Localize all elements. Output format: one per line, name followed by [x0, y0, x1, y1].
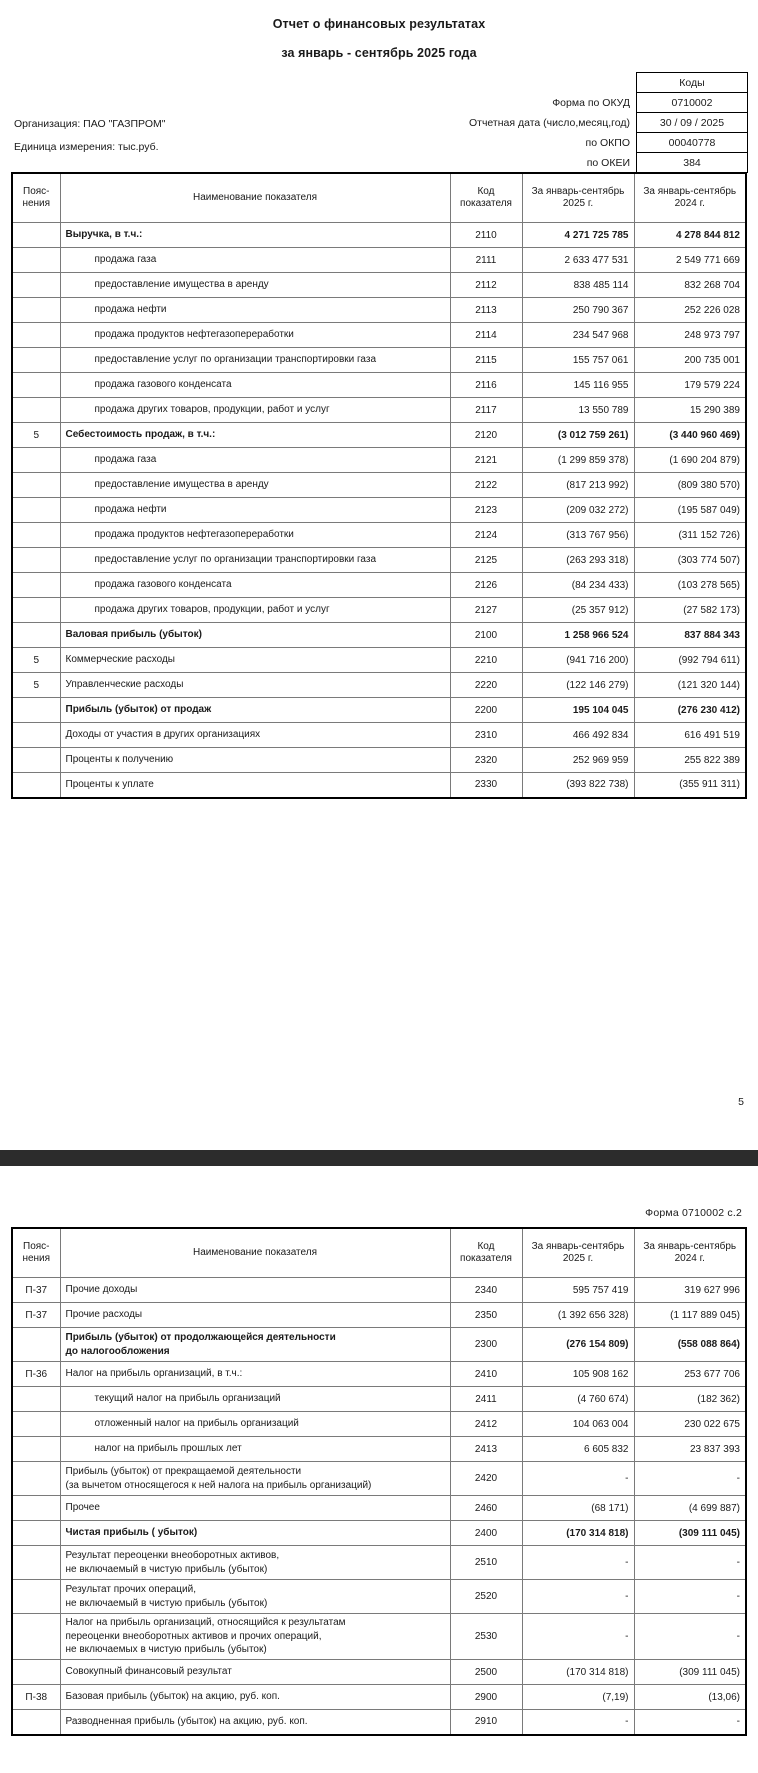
cell-indicator-code: 2124 [450, 523, 522, 548]
cell-explanation [12, 1580, 60, 1614]
table-row [12, 1580, 746, 1614]
cell-value-previous: (992 794 611) [634, 648, 746, 673]
cell-indicator-code: 2413 [450, 1437, 522, 1462]
cell-value-current: (68 171) [522, 1496, 634, 1521]
table-row [12, 1685, 746, 1710]
cell-value-current: 4 271 725 785 [522, 223, 634, 248]
table-row [12, 223, 746, 248]
cell-value-previous: 255 822 389 [634, 748, 746, 773]
cell-indicator-code: 2910 [450, 1710, 522, 1735]
cell-indicator-code: 2400 [450, 1521, 522, 1546]
cell-explanation [12, 523, 60, 548]
cell-value-previous: (121 320 144) [634, 673, 746, 698]
col-header-current-line2: 2025 г. [562, 198, 594, 209]
cell-indicator-name: продажа продуктов нефтегазопереработки [60, 523, 450, 548]
table-row [12, 673, 746, 698]
cell-value-current: (276 154 809) [522, 1328, 634, 1362]
cell-indicator-name: Налог на прибыль организаций, в т.ч.: [60, 1362, 450, 1387]
col-header-previous-period [634, 173, 746, 223]
table-row [12, 1614, 746, 1660]
cell-indicator-code: 2300 [450, 1328, 522, 1362]
cell-indicator-name: Доходы от участия в других организациях [60, 723, 450, 748]
cell-value-current: (313 767 956) [522, 523, 634, 548]
cell-indicator-name: Прибыль (убыток) от продолжающейся деятельности до налогообложения [60, 1328, 450, 1362]
table-row [12, 623, 746, 648]
col-header-current-period [522, 173, 634, 223]
cell-value-current: (7,19) [522, 1685, 634, 1710]
cell-explanation [12, 1437, 60, 1462]
cell-value-current: 234 547 968 [522, 323, 634, 348]
cell-value-current: 13 550 789 [522, 398, 634, 423]
codes-header-spacer [469, 73, 637, 93]
cell-value-previous: (13,06) [634, 1685, 746, 1710]
cell-indicator-code: 2420 [450, 1462, 522, 1496]
cell-indicator-code: 2110 [450, 223, 522, 248]
table-row [12, 448, 746, 473]
cell-value-previous: (27 582 173) [634, 598, 746, 623]
cell-explanation [12, 548, 60, 573]
cell-explanation [12, 248, 60, 273]
cell-value-previous: (1 117 889 045) [634, 1303, 746, 1328]
cell-indicator-code: 2320 [450, 748, 522, 773]
cell-explanation [12, 1546, 60, 1580]
cell-value-previous: (303 774 507) [634, 548, 746, 573]
cell-indicator-code: 2100 [450, 623, 522, 648]
cell-explanation [12, 1496, 60, 1521]
page-separator-band [0, 1150, 758, 1166]
table-row [12, 1412, 746, 1437]
table-row [12, 1303, 746, 1328]
codes-value-okud: 0710002 [637, 93, 748, 113]
cell-value-current: (209 032 272) [522, 498, 634, 523]
cell-explanation [12, 1710, 60, 1735]
codes-value-okei: 384 [637, 153, 748, 173]
cell-value-previous: 252 226 028 [634, 298, 746, 323]
table-row [12, 548, 746, 573]
cell-explanation [12, 1328, 60, 1362]
codes-header-row [469, 73, 748, 93]
cell-explanation [12, 498, 60, 523]
table-body-page2 [12, 1278, 746, 1735]
cell-value-current: - [522, 1546, 634, 1580]
table-row [12, 573, 746, 598]
table-row [12, 248, 746, 273]
cell-explanation [12, 223, 60, 248]
cell-indicator-name: Результат прочих операций, не включаемый в чистую прибыль (убыток) [60, 1580, 450, 1614]
cell-indicator-name: текущий налог на прибыль организаций [60, 1387, 450, 1412]
cell-indicator-name: Налог на прибыль организаций, относящийся к результатам переоценки внеоборотных активов и прочих операций, не включаемых в чистую прибыль (убыток) [60, 1614, 450, 1660]
cell-indicator-name: Проценты к получению [60, 748, 450, 773]
cell-explanation [12, 723, 60, 748]
codes-row-date [469, 113, 748, 133]
cell-explanation: 5 [12, 423, 60, 448]
codes-value-date: 30 / 09 / 2025 [637, 113, 748, 133]
cell-indicator-code: 2410 [450, 1362, 522, 1387]
codes-row-okpo [469, 133, 748, 153]
cell-value-current: 155 757 061 [522, 348, 634, 373]
cell-value-current: 104 063 004 [522, 1412, 634, 1437]
cell-value-current: - [522, 1462, 634, 1496]
cell-value-current: (25 357 912) [522, 598, 634, 623]
cell-value-previous: (195 587 049) [634, 498, 746, 523]
cell-explanation: 5 [12, 673, 60, 698]
cell-indicator-name: продажа нефти [60, 298, 450, 323]
cell-indicator-name: отложенный налог на прибыль организаций [60, 1412, 450, 1437]
col-header-explanations [12, 173, 60, 223]
table-row [12, 1278, 746, 1303]
table-row [12, 473, 746, 498]
report-page-2 [0, 1166, 758, 1736]
table-row [12, 1496, 746, 1521]
cell-indicator-code: 2510 [450, 1546, 522, 1580]
table-row [12, 598, 746, 623]
cell-indicator-code: 2111 [450, 248, 522, 273]
cell-indicator-code: 2121 [450, 448, 522, 473]
table-row [12, 523, 746, 548]
cell-value-current: (393 822 738) [522, 773, 634, 798]
cell-indicator-name: Совокупный финансовый результат [60, 1660, 450, 1685]
cell-indicator-name: продажа газа [60, 448, 450, 473]
cell-value-previous: - [634, 1462, 746, 1496]
cell-indicator-code: 2115 [450, 348, 522, 373]
cell-value-previous: 837 884 343 [634, 623, 746, 648]
cell-explanation [12, 598, 60, 623]
cell-indicator-name: Себестоимость продаж, в т.ч.: [60, 423, 450, 448]
cell-indicator-code: 2530 [450, 1614, 522, 1660]
cell-explanation [12, 773, 60, 798]
cell-indicator-name: продажа нефти [60, 498, 450, 523]
cell-value-previous: 4 278 844 812 [634, 223, 746, 248]
cell-explanation [12, 623, 60, 648]
cell-value-previous: 319 627 996 [634, 1278, 746, 1303]
cell-indicator-name: Прибыль (убыток) от прекращаемой деятельности (за вычетом относящегося к ней налога на прибыль организаций) [60, 1462, 450, 1496]
col-header-explanations-line2: нения [22, 198, 51, 209]
col-header-current-period [522, 1228, 634, 1278]
cell-explanation [12, 573, 60, 598]
table-row [12, 498, 746, 523]
table-row [12, 273, 746, 298]
cell-value-previous: (309 111 045) [634, 1521, 746, 1546]
cell-value-previous: (311 152 726) [634, 523, 746, 548]
cell-explanation [12, 698, 60, 723]
cell-indicator-code: 2200 [450, 698, 522, 723]
form-reference: Форма 0710002 с.2 [645, 1207, 742, 1219]
table-header-row [12, 173, 746, 223]
table-row [12, 398, 746, 423]
col-header-previous-line1: За январь-сентябрь [643, 1240, 737, 1252]
col-header-current-line1: За январь-сентябрь [531, 1240, 625, 1252]
cell-value-previous: (558 088 864) [634, 1328, 746, 1362]
cell-value-previous: (355 911 311) [634, 773, 746, 798]
cell-explanation: П-37 [12, 1303, 60, 1328]
codes-table [469, 72, 748, 173]
cell-indicator-code: 2122 [450, 473, 522, 498]
cell-value-previous: (309 111 045) [634, 1660, 746, 1685]
table-row [12, 1328, 746, 1362]
cell-explanation [12, 298, 60, 323]
cell-value-current: 145 116 955 [522, 373, 634, 398]
cell-explanation [12, 448, 60, 473]
cell-explanation [12, 1660, 60, 1685]
col-header-indicator-name: Наименование показателя [60, 1228, 450, 1278]
codes-label-okud: Форма по ОКУД [552, 96, 630, 109]
cell-value-previous: - [634, 1614, 746, 1660]
cell-value-previous: 23 837 393 [634, 1437, 746, 1462]
col-header-explanations-line1: Пояс- [23, 185, 50, 197]
table-row [12, 723, 746, 748]
cell-value-previous: (182 362) [634, 1387, 746, 1412]
cell-value-current: (1 392 656 328) [522, 1303, 634, 1328]
cell-value-previous: 230 022 675 [634, 1412, 746, 1437]
cell-value-current: 6 605 832 [522, 1437, 634, 1462]
cell-indicator-name: Прибыль (убыток) от продаж [60, 698, 450, 723]
col-header-explanations [12, 1228, 60, 1278]
table-row [12, 773, 746, 798]
cell-value-previous: (4 699 887) [634, 1496, 746, 1521]
cell-value-previous: 253 677 706 [634, 1362, 746, 1387]
cell-value-current: - [522, 1614, 634, 1660]
col-header-code [450, 173, 522, 223]
cell-indicator-name: Валовая прибыль (убыток) [60, 623, 450, 648]
cell-explanation [12, 1462, 60, 1496]
cell-explanation [12, 748, 60, 773]
cell-value-previous: - [634, 1580, 746, 1614]
cell-indicator-code: 2117 [450, 398, 522, 423]
organization-info [14, 113, 165, 159]
cell-explanation [12, 273, 60, 298]
cell-indicator-code: 2310 [450, 723, 522, 748]
cell-explanation [12, 373, 60, 398]
col-header-code-line1: Код [477, 1240, 495, 1252]
table-row [12, 748, 746, 773]
cell-value-previous: (103 278 565) [634, 573, 746, 598]
cell-indicator-code: 2340 [450, 1278, 522, 1303]
col-header-previous-period [634, 1228, 746, 1278]
cell-value-current: (263 293 318) [522, 548, 634, 573]
cell-value-current: (817 213 992) [522, 473, 634, 498]
table-row [12, 348, 746, 373]
cell-explanation [12, 323, 60, 348]
col-header-code-line2: показателя [460, 1253, 512, 1264]
cell-explanation [12, 348, 60, 373]
cell-indicator-code: 2330 [450, 773, 522, 798]
table-row [12, 1387, 746, 1412]
cell-value-previous: 179 579 224 [634, 373, 746, 398]
table-row [12, 1462, 746, 1496]
cell-value-previous: - [634, 1710, 746, 1735]
page-number: 5 [738, 1096, 744, 1108]
table-head-2 [12, 1228, 746, 1278]
cell-value-current: 1 258 966 524 [522, 623, 634, 648]
cell-value-current: 195 104 045 [522, 698, 634, 723]
cell-indicator-name: Выручка, в т.ч.: [60, 223, 450, 248]
col-header-current-line2: 2025 г. [562, 1253, 594, 1264]
cell-explanation: 5 [12, 648, 60, 673]
cell-indicator-name: предоставление имущества в аренду [60, 473, 450, 498]
cell-value-current: (941 716 200) [522, 648, 634, 673]
cell-value-current: (1 299 859 378) [522, 448, 634, 473]
cell-indicator-code: 2113 [450, 298, 522, 323]
col-header-explanations-line2: нения [22, 1253, 51, 1264]
cell-value-previous: - [634, 1546, 746, 1580]
cell-indicator-code: 2127 [450, 598, 522, 623]
cell-indicator-name: Прочие доходы [60, 1278, 450, 1303]
table-header-row-2 [12, 1228, 746, 1278]
cell-value-current: 2 633 477 531 [522, 248, 634, 273]
cell-indicator-code: 2411 [450, 1387, 522, 1412]
cell-indicator-name: Результат переоценки внеоборотных активов, не включаемый в чистую прибыль (убыток) [60, 1546, 450, 1580]
cell-value-previous: (3 440 960 469) [634, 423, 746, 448]
cell-value-current: (122 146 279) [522, 673, 634, 698]
col-header-indicator-name: Наименование показателя [60, 173, 450, 223]
cell-indicator-name: предоставление услуг по организации транспортировки газа [60, 348, 450, 373]
cell-indicator-code: 2123 [450, 498, 522, 523]
cell-value-current: 250 790 367 [522, 298, 634, 323]
codes-value-okpo: 00040778 [637, 133, 748, 153]
cell-value-previous: (276 230 412) [634, 698, 746, 723]
cell-indicator-name: предоставление услуг по организации транспортировки газа [60, 548, 450, 573]
cell-indicator-name: Прочие расходы [60, 1303, 450, 1328]
cell-explanation [12, 1521, 60, 1546]
cell-indicator-code: 2460 [450, 1496, 522, 1521]
cell-indicator-code: 2120 [450, 423, 522, 448]
cell-indicator-code: 2350 [450, 1303, 522, 1328]
cell-indicator-code: 2126 [450, 573, 522, 598]
col-header-code-line2: показателя [460, 198, 512, 209]
table-row [12, 1521, 746, 1546]
table-row [12, 1660, 746, 1685]
col-header-previous-line2: 2024 г. [674, 198, 705, 209]
codes-header-label: Коды [637, 73, 748, 93]
table-row [12, 1546, 746, 1580]
cell-indicator-code: 2116 [450, 373, 522, 398]
cell-value-current: 466 492 834 [522, 723, 634, 748]
col-header-current-line1: За январь-сентябрь [531, 185, 625, 197]
codes-row-okud [469, 93, 748, 113]
cell-value-current: (84 234 433) [522, 573, 634, 598]
document-heading [0, 0, 758, 60]
cell-explanation [12, 1614, 60, 1660]
financial-table-page1 [11, 172, 747, 799]
cell-value-previous: 15 290 389 [634, 398, 746, 423]
table-row [12, 1710, 746, 1735]
cell-indicator-name: Управленческие расходы [60, 673, 450, 698]
col-header-previous-line2: 2024 г. [674, 1253, 705, 1264]
cell-indicator-code: 2210 [450, 648, 522, 673]
table-head [12, 173, 746, 223]
col-header-explanations-line1: Пояс- [23, 1240, 50, 1252]
cell-value-previous: 200 735 001 [634, 348, 746, 373]
cell-explanation: П-36 [12, 1362, 60, 1387]
table-row [12, 698, 746, 723]
cell-indicator-name: Чистая прибыль ( убыток) [60, 1521, 450, 1546]
cell-explanation [12, 473, 60, 498]
table-row [12, 648, 746, 673]
cell-value-previous: (809 380 570) [634, 473, 746, 498]
codes-section [0, 72, 758, 172]
col-header-code [450, 1228, 522, 1278]
cell-indicator-code: 2220 [450, 673, 522, 698]
cell-value-previous: 616 491 519 [634, 723, 746, 748]
cell-indicator-name: предоставление имущества в аренду [60, 273, 450, 298]
cell-value-current: 838 485 114 [522, 273, 634, 298]
codes-label-okpo: по ОКПО [585, 136, 630, 149]
col-header-previous-line1: За январь-сентябрь [643, 185, 737, 197]
cell-indicator-code: 2114 [450, 323, 522, 348]
cell-indicator-code: 2412 [450, 1412, 522, 1437]
cell-indicator-name: продажа газа [60, 248, 450, 273]
cell-indicator-code: 2900 [450, 1685, 522, 1710]
organization-name: Организация: ПАО "ГАЗПРОМ" [14, 118, 166, 130]
cell-explanation: П-38 [12, 1685, 60, 1710]
codes-label-okei: по ОКЕИ [586, 156, 630, 169]
cell-indicator-name: Прочее [60, 1496, 450, 1521]
cell-indicator-name: продажа газового конденсата [60, 573, 450, 598]
cell-value-current: 105 908 162 [522, 1362, 634, 1387]
table-row [12, 373, 746, 398]
cell-indicator-code: 2500 [450, 1660, 522, 1685]
cell-value-previous: 2 549 771 669 [634, 248, 746, 273]
cell-value-current: 252 969 959 [522, 748, 634, 773]
cell-value-current: (170 314 818) [522, 1660, 634, 1685]
page-subtitle: за январь - сентябрь 2025 года [281, 46, 477, 60]
col-header-code-line1: Код [477, 185, 495, 197]
cell-value-current: 595 757 419 [522, 1278, 634, 1303]
cell-value-current: - [522, 1580, 634, 1614]
cell-explanation [12, 1412, 60, 1437]
cell-indicator-name: продажа газового конденсата [60, 373, 450, 398]
measurement-unit: Единица измерения: тыс.руб. [14, 141, 159, 153]
table-row [12, 298, 746, 323]
cell-explanation [12, 398, 60, 423]
table-body-page1 [12, 223, 746, 798]
page-title: Отчет о финансовых результатах [272, 17, 486, 31]
table-row [12, 323, 746, 348]
table-row [12, 1437, 746, 1462]
cell-indicator-code: 2112 [450, 273, 522, 298]
cell-explanation: П-37 [12, 1278, 60, 1303]
cell-value-current: (4 760 674) [522, 1387, 634, 1412]
cell-indicator-code: 2125 [450, 548, 522, 573]
cell-indicator-code: 2520 [450, 1580, 522, 1614]
cell-value-current: (170 314 818) [522, 1521, 634, 1546]
table-row [12, 423, 746, 448]
table-row [12, 1362, 746, 1387]
cell-value-previous: 832 268 704 [634, 273, 746, 298]
cell-value-previous: (1 690 204 879) [634, 448, 746, 473]
cell-indicator-name: Разводненная прибыль (убыток) на акцию, руб. коп. [60, 1710, 450, 1735]
codes-label-date: Отчетная дата (число,месяц,год) [468, 116, 630, 129]
cell-indicator-name: продажа других товаров, продукции, работ и услуг [60, 398, 450, 423]
cell-indicator-name: продажа других товаров, продукции, работ и услуг [60, 598, 450, 623]
financial-table-page2 [11, 1227, 747, 1736]
cell-value-current: - [522, 1710, 634, 1735]
cell-indicator-name: Коммерческие расходы [60, 648, 450, 673]
cell-explanation [12, 1387, 60, 1412]
codes-row-okei [469, 153, 748, 173]
cell-indicator-name: продажа продуктов нефтегазопереработки [60, 323, 450, 348]
cell-indicator-name: налог на прибыль прошлых лет [60, 1437, 450, 1462]
cell-indicator-name: Базовая прибыль (убыток) на акцию, руб. коп. [60, 1685, 450, 1710]
cell-indicator-name: Проценты к уплате [60, 773, 450, 798]
cell-value-previous: 248 973 797 [634, 323, 746, 348]
cell-value-current: (3 012 759 261) [522, 423, 634, 448]
